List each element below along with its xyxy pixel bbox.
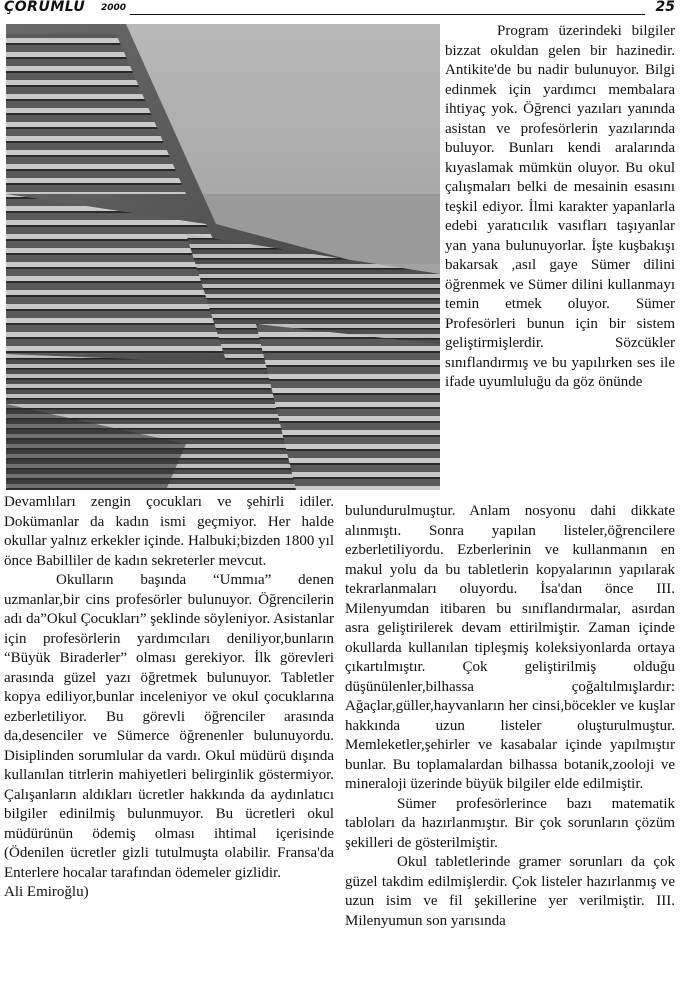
right-column — [345, 502, 675, 931]
paragraph: Program üzerindeki bilgiler bizzat okuldan gelen bir hazinedir. Antikite'de bu nadir bulunuyor. Bilgi edinmek için yardımcı membalara ihtiyaç yok. Öğrenci yazıları yanında asistan ve profesörlerin yazılarında buluyor. Bunları kendi aralarında kıyaslamak mümkün oluyor. Bu okul çalışmaları belki de mesainin esasını teşkil ediyor. İlmi karakter yapanlarla edebi yaratıcılık vasıfları taşıyanlar yan yana bulunuyorlar. İşte kuşbakışı bakarsak ,asıl gaye Sümer dilini öğrenmek ve Sümer dilini kullanmayı temin etmek oluyor. Sümer Profesörleri bunun için bir sistem geliştirmişlerdir. Sözcükler sınıflandırmış ve bu yapılırken ses ile ifade uyumluluğu da göz önünde — [445, 23, 675, 390]
magazine-year: 2000 — [101, 3, 127, 13]
header-rule — [130, 14, 645, 15]
ziggurat-photo-icon — [6, 24, 440, 490]
paragraph: Okul tabletlerinde gramer sorunları da çok güzel takdim edilmişlerdir. Çok listeler hazırlanmış ve uzun isim ve fil şekillerine yer verilmiştir. III. Milenyumun son yarısında — [345, 854, 675, 929]
paragraph: Devamlıları zengin çocukları ve şehirli idiler. Dokümanlar da kadın ismi geçmiyor. Her halde okullar yalnız erkekler içinde. Halbuki;bizden 1800 yıl önce Babilliler de kadın sekreterler mevcut. — [4, 494, 334, 569]
ziggurat-photo — [6, 24, 440, 490]
paragraph: bulundurulmuştur. Anlam nosyonu dahi dikkate alınmıştı. Sonra yapılan listeler,öğrencilere ezberletiliyordu. Ezberlerinin ve kullanmanın en makul yolu da bu tabletlerin kopyalarının yapılarak tekrarlanmaları oluyordu. İsa'dan önce III. Milenyumdan itibaren bu sınıflandırmalar, asırdan asra geliştirilerek devam ettirilmiştir. Zaman içinde okullarda kullanılan tipleşmiş koleksiyonlarda ortaya çıkartılmıştır. Çok geliştirilmiş olduğu düşünülenler,bilhassa çoğaltılmışlardır: Ağaçlar,güller,hayvanların her cinsi,böcekler ve kuşlar hakkında uzun listeler oluşturulmuştur. Memleketler,şehirler ve kasabalar içinde yapılmıştır bunlar. Bu toplamalardan bilhassa botanik,zooloji ve mineraloji üzerinde büyük bilgiler elde edilmiştir. — [345, 503, 675, 792]
left-column — [4, 493, 334, 903]
paragraph: Okulların başında “Ummıa” denen uzmanlar,bir cins profesörler bulunuyor. Öğrencilerin adı da”Okul Çocukları” şeklinde söyleniyor. Asistanlar için profesörlerin yardımcıları deniliyor,bunların “Büyük Biraderler” olması gerekiyor. İlk görevleri arasında güzel yazı öğretmek bulunuyor. Tabletler kopya ediliyor,bunlar inceleniyor ve okul çocuklarına ezberletiliyor. Bu görevli öğrenciler arasında da,desenciler ve Sümerce öğrenenler bulunuyordu. Disiplinden sorumlular da vardı. Okul müdürü dışında kullanılan titrlerin mahiyetleri belirginlik göstermiyor. Çalışanların aldıkları ücretler hakkında da aydınlatıcı bilgiler edinilmiş bulunmuyor. Bu ücretleri okul müdürünün ödemiş olması ihtimal içerisinde (Ödenilen ücretler gizli tutulmuşta olabilir. Fransa'da Enterlere hocalar tarafından ödemeler gizlidir. — [4, 572, 334, 881]
page-number: 25 — [655, 0, 675, 15]
author-signature: Ali Emiroğlu) — [4, 884, 89, 900]
paragraph: Sümer profesörlerince bazı matematik tabloları da hazırlanmıştır. Bir çok sorunların çözüm şekilleri de gösterilmiştir. — [345, 795, 675, 851]
page-header — [0, 0, 681, 20]
right-top-column — [445, 22, 675, 393]
magazine-title: ÇORUMLU — [4, 0, 86, 15]
